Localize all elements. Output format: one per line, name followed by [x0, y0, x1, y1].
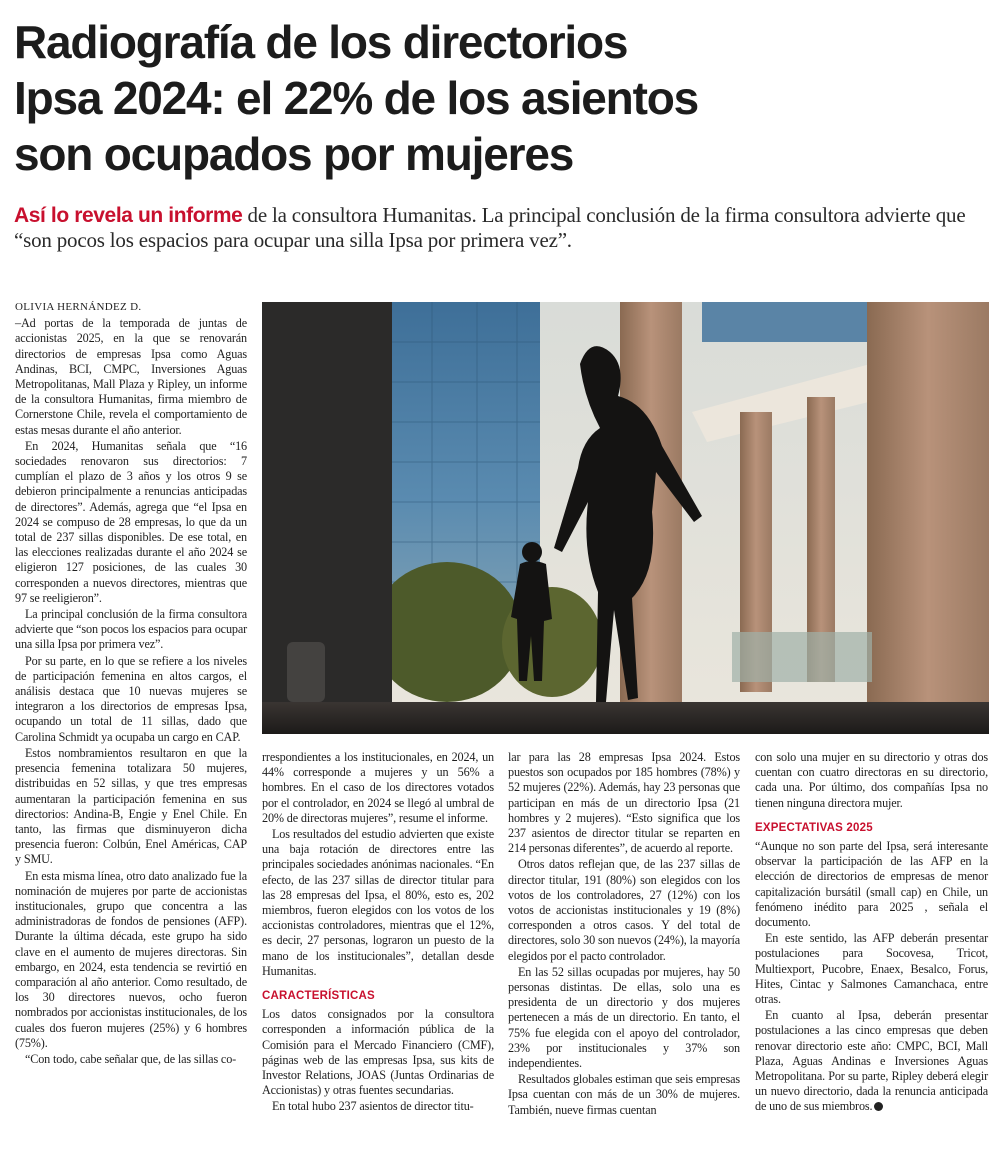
deck — [14, 203, 989, 253]
article-photo — [262, 302, 989, 734]
byline: OLIVIA HERNÁNDEZ D. — [15, 301, 142, 313]
paragraph: Otros datos reflejan que, de las 237 sillas de director titular, 191 (80%) son elegidos con los votos de los controladores, 27 (12%) con los votos de accionistas institucionales y 19 (8%) corresponden a otros casos. Y del total de directores, solo 30 son nuevos (24%), la mayoría elegidos por el pacto controlador. — [508, 857, 740, 963]
paragraph: En esta misma línea, otro dato analizado fue la nominación de mujeres por parte de accionistas institucionales, grupo que concentra a las administradoras de fondos de pensiones (AFP). Durante la última década, este grupo ha sido clave en el aumento de mujeres directoras. Sin embargo, en 2024, esta tendencia se revirtió en comparación al año anterior. Como resultado, de los 30 directores nuevos, ocho fueron nombrados por accionistas institucionales, de los cuales dos fueron mujeres (25%) y 6 hombres (75%). — [15, 868, 247, 1050]
paragraph: con solo una mujer en su directorio y otras dos cuentan con cuatro directoras en su directorio, cada una. Por último, dos compañías Ipsa no tienen ninguna directora mujer. — [755, 750, 988, 810]
deck-lead: Así lo revela un informe — [14, 204, 243, 227]
paragraph: lar para las 28 empresas Ipsa 2024. Estos puestos son ocupados por 185 hombres (78%) y 52 mujeres (22%). Además, hay 23 personas que participan en más de un directorio Ipsa (21 hombres y 2 mujeres). “Esto significa que los 237 asientos de director titular se reparten en 214 personas diferentes”, de acuerdo al reporte. — [508, 750, 740, 856]
headline-line-3: son ocupados por mujeres — [14, 128, 574, 180]
paragraph: En este sentido, las AFP deberán presentar postulaciones para Socovesa, Tricot, Multiexport, Pucobre, Enaex, Besalco, Forus, Hites, Cintac y Salmones Camanchaca, entre otras. — [755, 931, 988, 1007]
paragraph: Estos nombramientos resultaron en que la presencia femenina totalizara 50 mujeres, distribuidas en 52 sillas, y que tres empresas aumentaran la participación femenina en sus directorios: Andina-B, Engie y Enel Chile. En tanto, las firmas que disminuyeron dicha presencia fueron: Colbún, Enel Américas, CAP y SMU. — [15, 745, 247, 867]
paragraph: Por su parte, en lo que se refiere a los niveles de participación femenina en altos cargos, el análisis destaca que 10 nuevas mujeres se integraron a los directorios de empresas Ipsa, ocupando un total de 11 sillas, dado que Carolina Schmidt ya ocupaba un cargo en CAP. — [15, 653, 247, 744]
article-column-3 — [508, 750, 740, 1119]
paragraph: rrespondientes a los institucionales, en 2024, un 44% corresponde a mujeres y un 56% a hombres. En el caso de los directores votados por el controlador, en 2024 se llegó al umbral de 20% de directoras mujeres”, resume el informe. — [262, 750, 494, 825]
paragraph: “Aunque no son parte del Ipsa, será interesante observar la participación de las AFP en la elección de directorios de empresas de menor capitalización bursátil (small cap) en Chile, un fenómeno inédito para 2025 , señala el documento. — [755, 839, 988, 930]
paragraph: En las 52 sillas ocupadas por mujeres, hay 50 personas distintas. De ellas, solo una es presidenta de un directorio y dos mujeres pertenecen a más de un directorio. En tanto, el 75% fue elegida con el apoyo del controlador, 23% por institucionales y 37% son independientes. — [508, 964, 740, 1071]
article-column-1 — [15, 300, 247, 1068]
headline — [14, 14, 984, 182]
headline-line-1: Radiografía de los directorios — [14, 16, 628, 68]
article-column-2 — [262, 750, 494, 1116]
paragraph-text: En cuanto al Ipsa, deberán presentar postulaciones a las cinco empresas que deben renovar directorio este año: CMPC, BCI, Mall Plaza, Aguas Andinas e Inversiones Aguas Metropolitana. Por su parte, Ripley deberá elegir un nuevo directorio, dada la renuncia anticipada de uno de sus miembros. — [755, 1008, 988, 1114]
article-column-4 — [755, 750, 988, 1116]
paragraph: Los resultados del estudio advierten que existe una baja rotación de directores entre las principales sociedades anónimas nacionales. “En efecto, de las 237 sillas de director titular para las 28 empresas del Ipsa, el 80%, esto es, 202 miembros, fueron elegidos con los votos de los accionistas controladores, mientras que el 12%, es decir, 27 personas, lograron un puesto de la mano de los institucionales”, detallan desde Humanitas. — [262, 827, 494, 978]
headline-line-2: Ipsa 2024: el 22% de los asientos — [14, 72, 698, 124]
paragraph — [755, 1008, 988, 1114]
photo-illustration — [262, 302, 989, 734]
paragraph: –Ad portas de la temporada de juntas de accionistas 2025, en la que se renovarán directorios de empresas Ipsa como Aguas Andinas, BCI, CMPC, Inversiones Aguas Metropolitanas, Mall Plaza y Ripley, un informe de la consultora Humanitas, firma miembro de Cornerstone Chile, revela el comportamiento de estas mesas durante el año anterior. — [15, 316, 247, 437]
deck-text: de la consultora Humanitas. La principal conclusión de la firma consultora advierte que “son pocos los espacios para ocupar una silla Ipsa por primera vez”. — [14, 203, 966, 252]
subheading-caracteristicas: CARACTERÍSTICAS — [262, 990, 375, 1003]
paragraph: En total hubo 237 asientos de director titu- — [272, 1099, 474, 1114]
paragraph: La principal conclusión de la firma consultora advierte que “son pocos los espacios para ocupar una silla Ipsa por primera vez”. — [15, 607, 247, 652]
subheading-expectativas: EXPECTATIVAS 2025 — [755, 821, 873, 834]
paragraph: “Con todo, cabe señalar que, de las sillas co- — [25, 1051, 237, 1066]
paragraph: Los datos consignados por la consultora corresponden a información pública de la Comisión para el Mercado Financiero (CMF), páginas web de las empresas Ipsa, sus kits de Investor Relations, JOAS (Juntas Ordinarias de Accionistas) y otras fuentes secundarias. — [262, 1007, 494, 1098]
paragraph: Resultados globales estiman que seis empresas Ipsa cuentan con más de un 30% de mujeres. También, nueve firmas cuentan — [508, 1072, 740, 1117]
end-mark-icon — [874, 1102, 883, 1111]
paragraph: En 2024, Humanitas señala que “16 sociedades renovaron sus directorios: 7 cumplían el plazo de 3 años y los otros 9 se debieron principalmente a renuncias anticipadas de directores”. Además, agrega que “el Ipsa en 2024 se compuso de 28 empresas, lo que da un total de 237 sillas disponibles. De ese total, en las elecciones realizadas durante el año 2024 se eligieron 127 posiciones, de las cuales 30 corresponden a nuevos directores, mientras que 97 se reeligieron”. — [15, 438, 247, 605]
